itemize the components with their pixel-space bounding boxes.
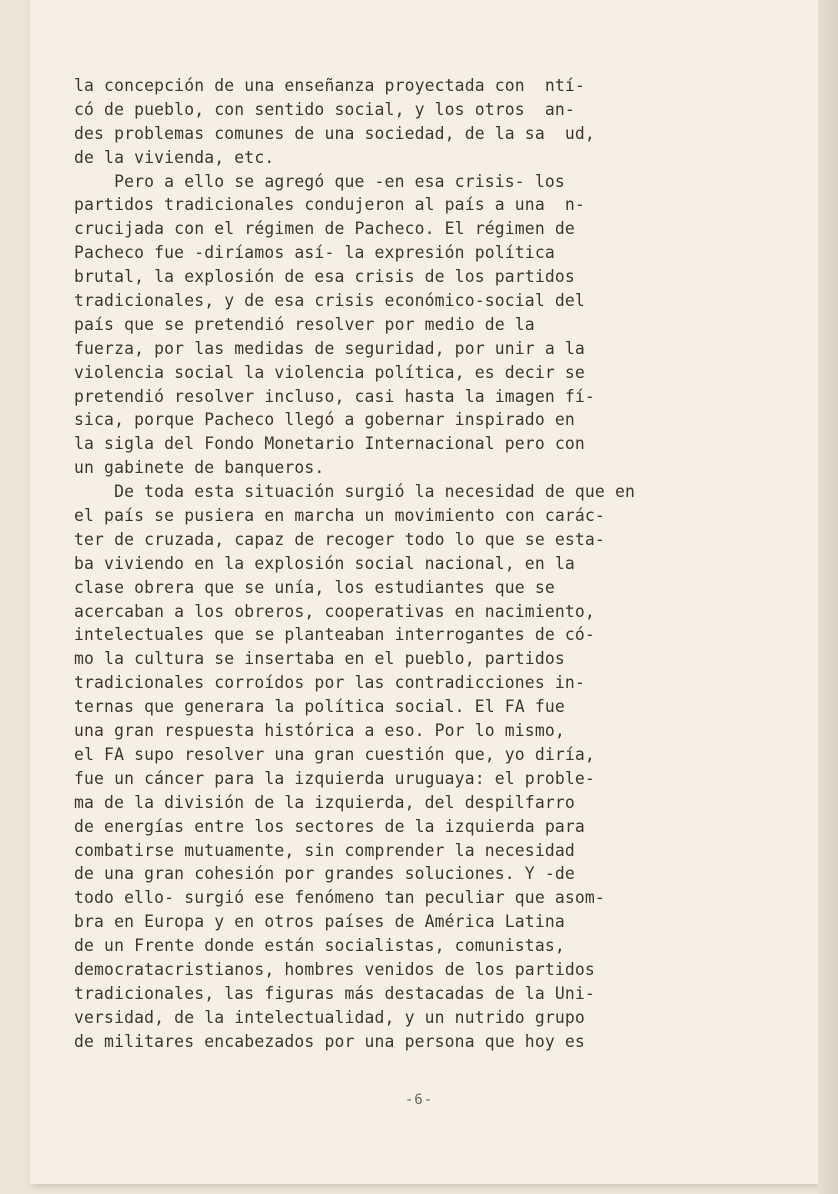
text-line: ternas que generara la política social. El FA fue [74, 697, 565, 717]
page-number: -6- [404, 1092, 434, 1108]
text-line: una gran respuesta histórica a eso. Por lo mismo, [74, 721, 565, 741]
text-line: de la vivienda, etc. [74, 147, 275, 167]
text-line: la concepción de una enseñanza proyectada con ntí- [74, 76, 585, 95]
text-line: acercaban a los obreros, cooperativas en nacimiento, [74, 601, 595, 621]
text-line: Pero a ello se agregó que -en esa crisis- los [74, 171, 565, 191]
text-line: versidad, de la intelectualidad, y un nutrido grupo [74, 1007, 585, 1027]
text-line: todo ello- surgió ese fenómeno tan peculiar que asom- [74, 888, 605, 908]
text-line: brutal, la explosión de esa crisis de los partidos [74, 267, 575, 287]
text-line: combatirse mutuamente, sin comprender la necesidad [74, 840, 575, 860]
text-line: ba viviendo en la explosión social nacional, en la [74, 553, 575, 573]
text-line: des problemas comunes de una sociedad, de la sa ud, [74, 123, 595, 143]
text-line: de un Frente donde están socialistas, comunistas, [74, 936, 565, 956]
text-line: sica, porque Pacheco llegó a gobernar inspirado en [74, 410, 575, 430]
text-line: el FA supo resolver una gran cuestión que, yo diría, [74, 744, 595, 764]
text-line: mo la cultura se insertaba en el pueblo, partidos [74, 649, 565, 669]
text-line: país que se pretendió resolver por medio de la [74, 314, 535, 334]
text-line: fuerza, por las medidas de seguridad, por unir a la [74, 338, 585, 358]
text-line: De toda esta situación surgió la necesidad de que en [74, 482, 636, 502]
text-line: un gabinete de banqueros. [74, 458, 325, 478]
text-line: democratacristianos, hombres venidos de los partidos [74, 959, 595, 979]
text-line: la sigla del Fondo Monetario Internacional pero con [74, 434, 585, 454]
text-line: de energías entre los sectores de la izquierda para [74, 816, 585, 836]
text-line: el país se pusiera en marcha un movimiento con carác- [74, 506, 605, 526]
text-line: ter de cruzada, capaz de recoger todo lo que se esta- [74, 529, 605, 549]
text-line: bra en Europa y en otros países de América Latina [74, 912, 565, 932]
text-line: partidos tradicionales condujeron al país a una n- [74, 195, 585, 215]
text-line: intelectuales que se planteaban interrogantes de có- [74, 625, 595, 645]
text-line: tradicionales, las figuras más destacadas de la Uni- [74, 983, 595, 1003]
text-line: tradicionales corroídos por las contradicciones in- [74, 673, 585, 693]
text-line: de militares encabezados por una persona que hoy es [74, 1031, 585, 1051]
text-line: có de pueblo, con sentido social, y los otros an- [74, 99, 575, 119]
text-line: clase obrera que se unía, los estudiantes que se [74, 577, 555, 597]
text-line: fue un cáncer para la izquierda uruguaya: el proble- [74, 768, 595, 788]
text-line: violencia social la violencia política, es decir se [74, 362, 585, 382]
text-line: de una gran cohesión por grandes soluciones. Y -de [74, 864, 575, 884]
text-line: Pacheco fue -diríamos así- la expresión política [74, 243, 555, 263]
text-line: ma de la división de la izquierda, del despilfarro [74, 792, 575, 812]
text-line: crucijada con el régimen de Pacheco. El régimen de [74, 219, 575, 239]
body-text [74, 74, 714, 1054]
page-edge [818, 0, 838, 1194]
text-line: pretendió resolver incluso, casi hasta la imagen fí- [74, 386, 595, 406]
text-line: tradicionales, y de esa crisis económico-social del [74, 291, 585, 311]
